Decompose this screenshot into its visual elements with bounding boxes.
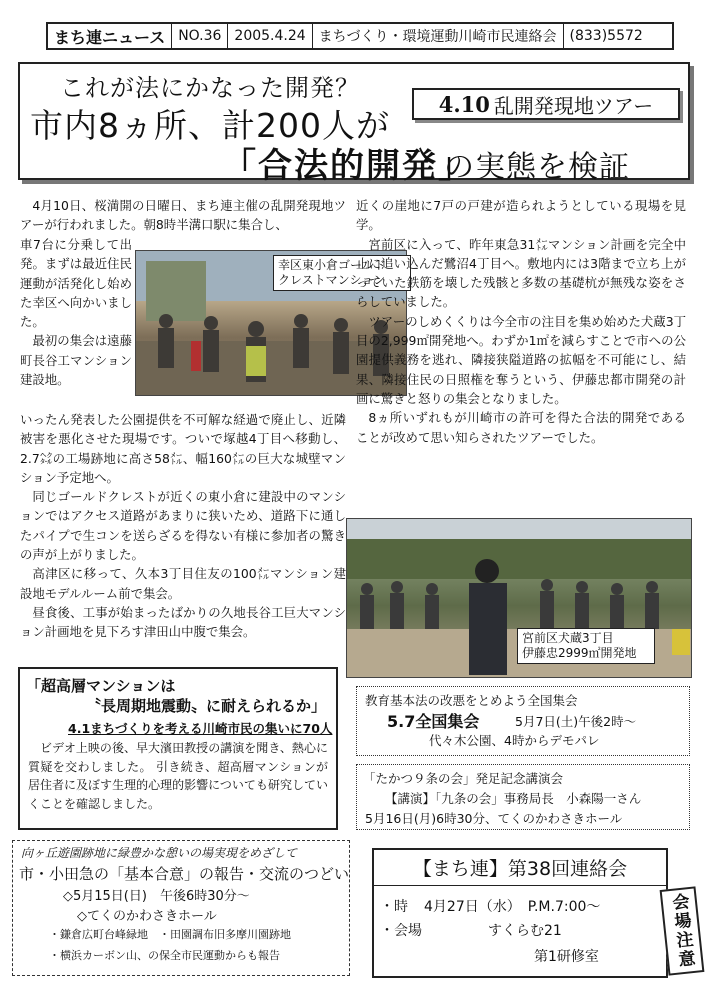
venue-notice-stamp — [660, 886, 705, 975]
article-paragraph: いったん発表した公園提供を不可解な経過で廃止し、近隣被害を悪化させた現場です。ついで塚越4丁目へ移動し、2.7㌶の工場跡地に高さ58㍍、幅160㍍の巨大な城壁マンション予定地へ。 — [20, 412, 346, 485]
article-paragraph: 宮前区に入って、昨年東急31㍍マンション計画を完全中止に追い込んだ鷺沼4丁目へ。敷地内には3階まで立ち上がっていた鉄筋を壊した残骸と多数の基礎杭が無残な姿をさらしていました。 — [356, 236, 686, 310]
article-paragraph: ツアーのしめくくりは今全市の注目を集め始めた犬蔵3丁目の2,999㎡開発地へ。わずか1㎡を減らすことで市への公園提供義務を逃れ、隣接狭隘道路の拡幅を不可能にし、結果、隣接住民の日照権を奪うという、伊藤忠都市開発の計画に驚きと怒りの集会となりました。 — [356, 313, 686, 406]
mukaigaoka-item2: ・横浜カーボン山、の保全市民運動からも報告 — [49, 949, 280, 962]
meeting-place-label: ・会場 — [380, 923, 422, 939]
headline-line2: 市内8ヵ所、計200人が — [30, 106, 390, 145]
machiren-meeting-box — [372, 848, 668, 978]
education-box-detail2: 代々木公園、4時からデモパレ — [429, 733, 600, 748]
article-left-bottom — [20, 410, 346, 642]
issue-date: 2005.4.24 — [228, 24, 312, 48]
tour-badge-text: 乱開発現地ツアー — [493, 93, 654, 118]
article-paragraph: 高津区に移って、久本3丁目住友の100㍍マンション建設地モデルルーム前で集会。 — [20, 566, 346, 601]
tower-seminar-box — [18, 667, 338, 830]
article-left-narrow — [20, 235, 132, 389]
article-paragraph: 4月10日、桜満開の日曜日、まち連主催の乱開発現地ツアーが行われました。朝8時半溝口駅に集合し、 — [20, 198, 346, 233]
mukaigaoka-banner: 向ヶ丘遊園跡地に緑豊かな憩いの場実現をめざして — [21, 846, 298, 860]
education-box-main: 5.7全国集会 — [387, 712, 480, 731]
mukaigaoka-box — [12, 840, 350, 976]
caption-line: 伊藤忠2999㎡開発地 — [522, 646, 637, 660]
meeting-time-label: ・時 — [380, 899, 408, 915]
issue-number: NO.36 — [172, 24, 228, 48]
education-box-title: 教育基本法の改悪をとめよう全国集会 — [365, 693, 578, 708]
article-right — [356, 196, 686, 447]
organization-name: まちづくり・環境運動川崎市民連絡会 — [313, 24, 564, 48]
article9-box-when: 5月16日(月)6時30分、てくのかわさきホール — [365, 811, 623, 826]
mukaigaoka-title: 市・小田急の「基本合意」の報告・交流のつどい — [19, 865, 350, 883]
meeting-title: 【まち連】第38回連絡会 — [374, 854, 666, 886]
education-rally-box — [356, 686, 690, 756]
headline-line1: これが法にかなった開発？ — [60, 74, 360, 102]
tower-box-title1: 「超高層マンションは — [26, 677, 176, 695]
article-left-top — [20, 196, 346, 235]
masthead — [46, 22, 674, 50]
mukaigaoka-item1: ・鎌倉広町台峰緑地 ・田園調布旧多摩川園跡地 — [49, 928, 291, 941]
meeting-room: 第1研修室 — [534, 949, 599, 965]
mukaigaoka-place: ◇てくのかわさきホール — [77, 909, 217, 924]
education-box-detail1: 5月7日(土)午後2時～ — [515, 714, 637, 729]
article9-box-speaker: 【講演】「九条の会」事務局長 小森陽一さん — [385, 791, 642, 806]
article-paragraph: 最初の集会は遠藤町長谷工マンション建設地。 — [20, 333, 132, 388]
article-paragraph: 車7台に分乗して出発。まずは最近住民運動が活発化し始めた幸区へ向かいました。 — [20, 237, 132, 330]
tour-badge-number: 4.10 — [438, 91, 490, 117]
phone-number: (833)5572 — [569, 28, 643, 44]
headline-line3-bold: 「合法的開発」 — [222, 146, 474, 186]
venue-notice-text: 会場注意 — [667, 892, 696, 970]
mukaigaoka-date: ◇5月15日(日) 午後6時30分～ — [63, 889, 250, 904]
tour-badge — [412, 88, 680, 120]
tower-box-title2: 〝長周期地震動〟に耐えられるか」 — [86, 697, 327, 715]
headline-line3-rest: の実態を検証 — [444, 150, 630, 185]
tower-box-text: ビデオ上映の後、早大濱田教授の講演を聞き、熱心に質疑を交わしました。 引き続き、超高層マンションが居住者に及ぼす生理的心理的影響についても研究していくことを確認しました。 — [28, 741, 328, 811]
caption-line: 宮前区犬蔵3丁目 — [522, 631, 614, 645]
article9-lecture-box — [356, 764, 690, 830]
caption-line: クレストマンション — [278, 273, 386, 287]
meeting-place-value: すくらむ21 — [488, 923, 562, 939]
article-paragraph: 近くの崖地に7戸の戸建が造られようとしている現場を見学。 — [356, 198, 686, 233]
article-paragraph: 8ヵ所いずれもが川崎市の許可を得た合法的開発であることが改めて思い知らされたツアーでした。 — [356, 410, 686, 445]
meeting-time-value: 4月27日（水） P.M.7:00～ — [424, 899, 601, 915]
newsletter-name: まち連ニュース — [48, 24, 172, 48]
article-paragraph: 同じゴールドクレストが近くの東小倉に建設中のマンションではアクセス道路があまりに狭いため、道路下に通したパイプで生コンを送らざるを得ない有様に参加者の驚きの声が上がりました。 — [20, 489, 346, 563]
article9-box-title: 「たかつ９条の会」発足記念講演会 — [363, 771, 564, 786]
article-paragraph: 昼食後、工事が始まったばかりの久地長谷工巨大マンション計画地を見下ろす津田山中腹で集会。 — [20, 604, 346, 640]
photo2-caption — [517, 628, 655, 664]
caption-line: 幸区東小倉ゴールド — [278, 258, 386, 272]
tower-box-subtitle: 4.1まちづくりを考える川崎市民の集いに70人 — [68, 721, 333, 736]
